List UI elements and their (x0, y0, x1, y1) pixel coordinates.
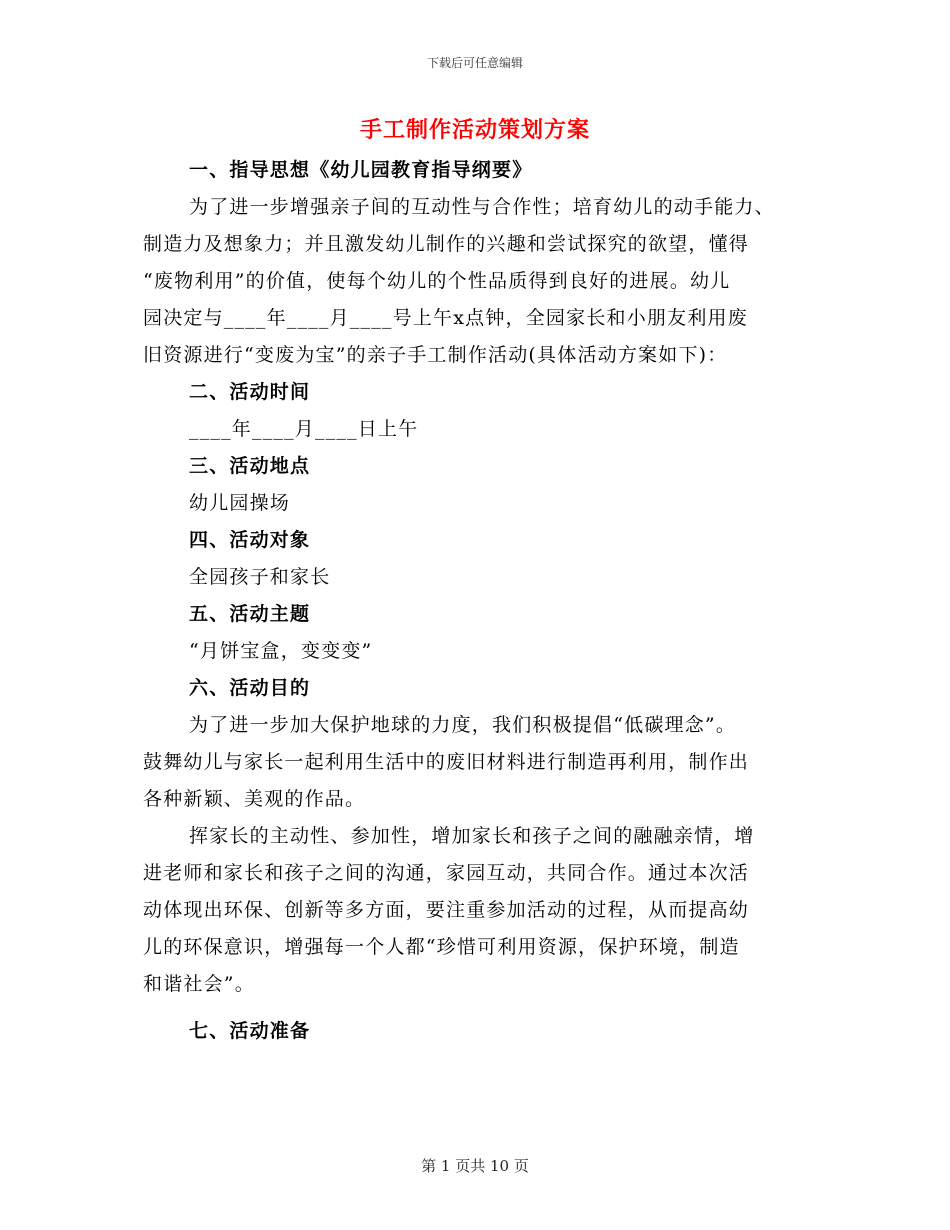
section-1-heading: 一、指导思想《幼儿园教育指导纲要》 (189, 159, 533, 181)
section-6-paragraph-line: 动体现出环保、创新等多方面，要注重参加活动的过程，从而提高幼 (143, 899, 750, 921)
section-7-heading: 七、活动准备 (189, 1020, 311, 1042)
section-6-paragraph-line: 为了进一步加大保护地球的力度，我们积极提倡“低碳理念”。 (189, 714, 737, 736)
section-6-paragraph-line: 鼓舞幼儿与家长一起利用生活中的废旧材料进行制造再利用，制作出 (143, 751, 750, 773)
section-6-paragraph-line: 和谐社会”。 (143, 973, 255, 995)
section-1-paragraph-line: 园决定与____年____月____号上午x点钟，全园家长和小朋友利用废 (143, 307, 748, 329)
section-1-paragraph-line: 为了进一步增强亲子间的互动性与合作性；培育幼儿的动手能力、 (189, 196, 775, 218)
section-5-heading: 五、活动主题 (189, 603, 311, 625)
section-1-paragraph-line: 制造力及想象力；并且激发幼儿制作的兴趣和尝试探究的欲望，懂得 (143, 233, 750, 255)
section-1-paragraph-line: “废物利用”的价值，使每个幼儿的个性品质得到良好的进展。幼儿 (143, 270, 731, 292)
document-body (143, 152, 813, 1050)
section-4-heading: 四、活动对象 (189, 529, 311, 551)
header-note: 下载后可任意编辑 (426, 56, 523, 70)
section-6-paragraph-line: 挥家长的主动性、参加性，增加家长和孩子之间的融融亲情，增 (189, 825, 755, 847)
section-6-paragraph-line: 进老师和家长和孩子之间的沟通，家园互动，共同合作。通过本次活 (143, 862, 750, 884)
paragraph-gap (143, 1003, 813, 1013)
section-6-paragraph-line: 儿的环保意识，增强每一个人都“珍惜可利用资源，保护环境，制造 (143, 936, 740, 958)
section-1-paragraph-line: 旧资源进行“变废为宝”的亲子手工制作活动(具体活动方案如下)： (143, 344, 728, 366)
section-3-text: 幼儿园操场 (189, 492, 291, 514)
section-2-heading: 二、活动时间 (189, 381, 311, 403)
page-title: 手工制作活动策划方案 (359, 117, 590, 143)
section-5-text: “月饼宝盒，变变变” (189, 640, 373, 662)
section-6-paragraph-line: 各种新颖、美观的作品。 (143, 788, 366, 810)
page-footer: 第 1 页共 10 页 (421, 1157, 529, 1175)
section-6-heading: 六、活动目的 (189, 677, 311, 699)
section-4-text: 全园孩子和家长 (189, 566, 331, 588)
section-2-text: ____年____月____日上午 (189, 418, 419, 440)
section-3-heading: 三、活动地点 (189, 455, 311, 477)
